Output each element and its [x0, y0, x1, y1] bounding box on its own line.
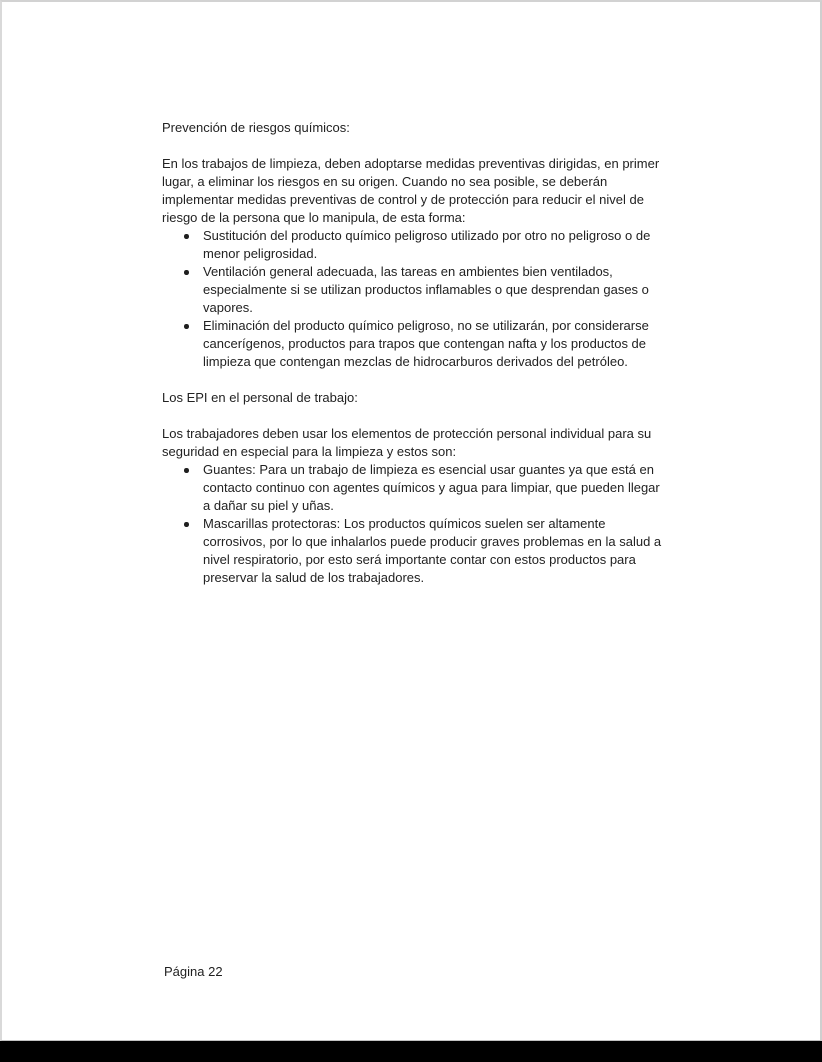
bullet-icon: [184, 515, 203, 527]
bullet-icon: [184, 227, 203, 239]
paragraph-medidas-preventivas: En los trabajos de limpieza, deben adoptarse medidas preventivas dirigidas, en primer lugar, a eliminar los riesgos en su origen. Cuando no sea posible, se deberán implementar medidas preventivas de control y de protección para reducir el nivel de riesgo de la persona que lo manipula, de esta forma:: [162, 156, 660, 225]
section-heading-epi: Los EPI en el personal de trabajo:: [162, 390, 358, 405]
page-content: [162, 119, 666, 587]
list-item-text: Mascarillas protectoras: Los productos químicos suelen ser altamente corrosivos, por lo que inhalarlos puede producir graves problemas en la salud a nivel respiratorio, por esto será importante contar con estos productos para preservar la salud de los trabajadores.: [203, 516, 662, 585]
list-item-text: Ventilación general adecuada, las tareas en ambientes bien ventilados, especialmente si se utilizan productos inflamables o que desprendan gases o vapores.: [203, 264, 649, 315]
bullet-icon: [184, 317, 203, 329]
list-item: [162, 263, 666, 317]
page-number-footer: Página 22: [164, 964, 223, 979]
list-item-text: Eliminación del producto químico peligroso, no se utilizarán, por considerarse cancerígenos, productos para trapos que contengan nafta y los productos de limpieza que contengan mezclas de hidrocarburos derivados del petróleo.: [203, 318, 649, 369]
bullet-icon: [184, 263, 203, 275]
section-heading-riesgos-quimicos: Prevención de riesgos químicos:: [162, 120, 350, 135]
bullet-list-epi: [162, 461, 666, 587]
paragraph-trabajadores-epi: Los trabajadores deben usar los elementos de protección personal individual para su seguridad en especial para la limpieza y estos son:: [162, 426, 652, 459]
list-item: [162, 515, 666, 587]
bullet-icon: [184, 461, 203, 473]
bottom-bar: [0, 1041, 822, 1062]
list-item: [162, 227, 666, 263]
list-item-text: Guantes: Para un trabajo de limpieza es esencial usar guantes ya que está en contacto continuo con agentes químicos y agua para limpiar, que pueden llegar a dañar su piel y uñas.: [203, 462, 660, 513]
list-item: [162, 317, 666, 371]
list-item: [162, 461, 666, 515]
bullet-list-medidas: [162, 227, 666, 371]
list-item-text: Sustitución del producto químico peligroso utilizado por otro no peligroso o de menor peligrosidad.: [203, 228, 651, 261]
